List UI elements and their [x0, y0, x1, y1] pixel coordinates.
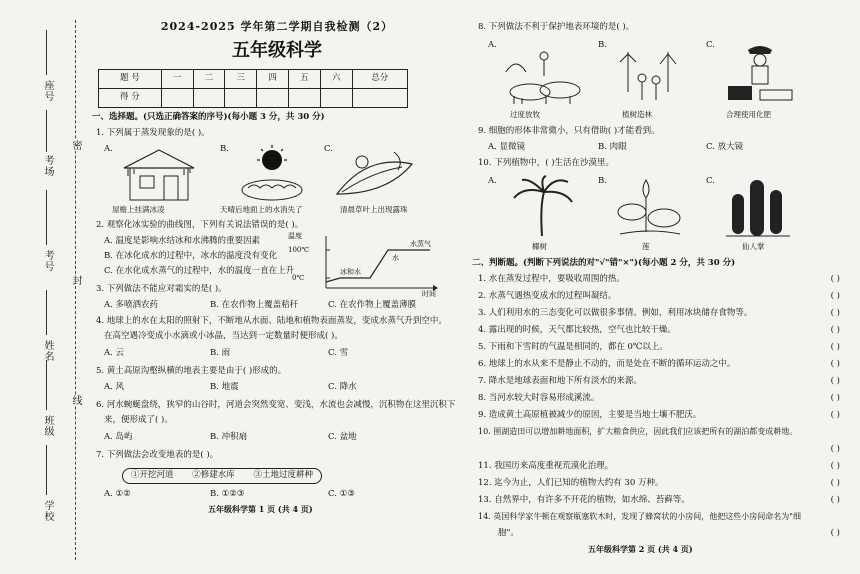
score-cell[interactable]: [193, 89, 225, 108]
q3-text: 3. 下列做法不能应对霜实的是( )。: [96, 284, 227, 295]
graph-y-tick-100: 100℃: [288, 246, 310, 255]
q8-option-c[interactable]: C.: [706, 40, 715, 50]
overgrazing-picture: [500, 42, 590, 108]
tf-item-14-cont: 胞"。: [498, 528, 519, 538]
exam-subtitle: 五年级科学: [232, 39, 322, 61]
q6-text-cont: 来，便形成了( )。: [104, 415, 173, 426]
q10-option-c[interactable]: C.: [706, 176, 715, 186]
score-header-cell: 二: [193, 70, 225, 89]
q2-option-b[interactable]: B. 在冰化成水的过程中，冰水的温度没有变化: [104, 251, 278, 262]
score-cell[interactable]: [161, 89, 193, 108]
name-blank[interactable]: [46, 290, 48, 335]
q7-option-c[interactable]: C. ①③: [328, 489, 355, 500]
tf-item-2: 2. 水蒸气遇热变成水的过程叫凝结。: [478, 291, 617, 301]
tf-item-1: 1. 水在蒸发过程中，要吸收周围的热。: [478, 274, 625, 284]
q5-option-c[interactable]: C. 降水: [328, 382, 357, 393]
name-label: 姓名: [42, 340, 53, 362]
tf-answer-2[interactable]: ( ): [830, 291, 840, 301]
q7-text: 7. 下列做法会改变地表的是( )。: [96, 450, 219, 461]
q1-caption-b: 天晴后地面上的水消失了: [220, 205, 303, 215]
tf-answer-10[interactable]: ( ): [830, 444, 840, 454]
tf-answer-6[interactable]: ( ): [830, 359, 840, 369]
score-row-label: 得 分: [99, 89, 162, 108]
score-header-cell: 六: [320, 70, 352, 89]
q3-option-c[interactable]: C. 在农作物上覆盖薄膜: [328, 300, 417, 311]
tf-answer-13[interactable]: ( ): [830, 495, 840, 505]
score-table: [98, 69, 408, 108]
tf-answer-7[interactable]: ( ): [830, 376, 840, 386]
tf-item-7: 7. 降水是地球表面和地下所有淡水的来源。: [478, 376, 642, 386]
score-cell[interactable]: [320, 89, 352, 108]
score-header-cell: 四: [257, 70, 289, 89]
q8-caption-b: 植树造林: [622, 110, 652, 119]
q10-option-a[interactable]: A.: [488, 176, 497, 186]
lotus-picture: [616, 172, 686, 240]
tf-item-13: 13. 自然界中，有许多不开花的植物，如水绵、苔藓等。: [478, 495, 690, 505]
q6-option-b[interactable]: B. 冲积扇: [210, 432, 248, 443]
tf-item-5: 5. 下雨和下雪时的气温是相同的，都在 0℃以上。: [478, 342, 668, 352]
q4-option-b[interactable]: B. 雨: [210, 348, 231, 359]
tf-answer-4[interactable]: ( ): [830, 325, 840, 335]
sun-puddle-picture: [232, 144, 312, 206]
tf-item-10: 10. 围湖造田可以增加耕地面积，扩大粮食供应，因此我们应该把所有的湖泊都变成耕地。: [478, 427, 798, 436]
section-2-heading: 二、判断题。(判断下列说法的对"√"错"×")(每小题 2 分，共 30 分): [472, 258, 736, 268]
q1-option-b[interactable]: B.: [220, 144, 229, 155]
exam-title: 2024-2025 学年第二学期自我检测（2）: [160, 20, 394, 33]
seal-mark-1: 密: [70, 140, 81, 151]
tf-answer-3[interactable]: ( ): [830, 308, 840, 318]
score-cell[interactable]: [288, 89, 320, 108]
score-cell[interactable]: [352, 89, 407, 108]
tree-planting-picture: [608, 42, 698, 108]
page-2: [470, 20, 850, 570]
q7-item-3: ③土地过度耕种: [253, 470, 313, 481]
section-1-heading: 一、选择题。(只选正确答案的序号)(每小题 3 分，共 30 分): [92, 112, 325, 123]
q7-item-1: ①开挖河道: [131, 470, 174, 481]
q1-caption-c: 清晨草叶上出现露珠: [340, 205, 408, 215]
tf-answer-11[interactable]: ( ): [830, 461, 840, 471]
q8-option-a[interactable]: A.: [488, 40, 497, 50]
q3-option-b[interactable]: B. 在农作物上覆盖秸秆: [210, 300, 299, 311]
tf-answer-8[interactable]: ( ): [830, 393, 840, 403]
q9-text: 9. 细胞的形体非常微小，只有借助( )才能看到。: [478, 126, 660, 136]
dew-leaf-picture: [332, 146, 422, 202]
q1-option-a[interactable]: A.: [104, 144, 113, 155]
graph-y-tick-0: 0℃: [292, 274, 305, 283]
exam-number-blank[interactable]: [46, 190, 48, 245]
exam-room-blank[interactable]: [46, 110, 48, 152]
graph-segment-water: 水: [392, 254, 399, 263]
q8-caption-c: 合理使用化肥: [726, 110, 771, 119]
q5-option-b[interactable]: B. 地震: [210, 382, 239, 393]
q1-option-c[interactable]: C.: [324, 144, 333, 155]
q8-text: 8. 下列做法不利于保护地表环境的是( )。: [478, 22, 635, 32]
q2-option-c[interactable]: C. 在水化成水蒸气的过程中，水的温度一直在上升: [104, 266, 295, 277]
seal-line: [75, 20, 76, 560]
q10-text: 10. 下列植物中，( )生活在沙漠里。: [478, 158, 615, 168]
tf-answer-5[interactable]: ( ): [830, 342, 840, 352]
score-cell[interactable]: [257, 89, 289, 108]
page-1: [92, 20, 462, 570]
q4-option-a[interactable]: A. 云: [104, 348, 125, 359]
page-1-footer: 五年级科学第 1 页 (共 4 页): [208, 504, 313, 515]
class-label: 班级: [42, 415, 53, 437]
tf-answer-9[interactable]: ( ): [830, 410, 840, 420]
page-2-body: [470, 20, 850, 570]
tf-answer-12[interactable]: ( ): [830, 478, 840, 488]
binding-margin: [0, 0, 88, 574]
tf-answer-14[interactable]: ( ): [830, 528, 840, 538]
fertilizer-picture: [720, 42, 800, 108]
tf-item-9: 9. 造成黄土高原植被减少的原因，主要是当地土壤不肥沃。: [478, 410, 702, 420]
graph-x-label: 时间: [422, 290, 436, 299]
score-header-cell: 三: [225, 70, 257, 89]
q6-text: 6. 河水蜿蜒盘绕，狭窄的山谷时，河道会突然变宽、变浅，水流也会减慢，沉积物在这里沉积下: [96, 400, 456, 411]
q2-text: 2. 观察化冰实验的曲线图，下列有关说法错误的是( )。: [96, 220, 304, 231]
graph-segment-ice-water: 冰和水: [340, 268, 361, 277]
q7-item-2: ②修建水库: [192, 470, 235, 481]
graph-segment-steam: 水蒸气: [410, 240, 431, 249]
exam-room-label: 考场: [42, 155, 53, 177]
q5-option-a[interactable]: A. 风: [104, 382, 125, 393]
q7-option-a[interactable]: A. ①②: [104, 489, 131, 500]
score-cell[interactable]: [225, 89, 257, 108]
cactus-picture: [722, 174, 794, 240]
q10-caption-b: 莲: [642, 242, 650, 251]
page-2-footer: 五年级科学第 2 页 (共 4 页): [588, 544, 693, 554]
q7-items-box: [122, 468, 322, 483]
q1-caption-a: 屋檐上挂满冰凌: [112, 205, 165, 215]
seal-mark-2: 封: [70, 275, 81, 286]
score-header-cell: 五: [288, 70, 320, 89]
q9-option-a[interactable]: A. 显微镜: [488, 142, 526, 152]
tf-item-8: 8. 当河水较大时容易形成溪流。: [478, 393, 600, 403]
tf-answer-1[interactable]: ( ): [830, 274, 840, 284]
tf-item-3: 3. 人们利用水的三态变化可以做很多事情。例如，利用冰块储存食物等。: [478, 308, 753, 318]
q4-option-c[interactable]: C. 雪: [328, 348, 349, 359]
house-icicles-picture: [114, 146, 204, 204]
q4-text: 4. 地球上的水在太阳的照射下，不断地从水面、陆地和植物表面蒸发，变成水蒸气升到空中。: [96, 316, 447, 327]
tf-item-14: 14. 英国科学家牛顿在观察瓶塞软木时，发现了蜂窝状的小房间，他把这些小房间命名为"细: [478, 512, 801, 521]
school-label: 学校: [42, 500, 53, 522]
q10-caption-c: 仙人掌: [742, 242, 765, 251]
q3-option-a[interactable]: A. 多喷洒农药: [104, 300, 159, 311]
q6-option-c[interactable]: C. 盆地: [328, 432, 357, 443]
tf-item-11: 11. 我国历来高度重视荒漠化治理。: [478, 461, 614, 471]
exam-number-label: 考号: [42, 250, 53, 272]
q10-option-b[interactable]: B.: [598, 176, 607, 186]
school-blank[interactable]: [46, 445, 48, 495]
q2-option-a[interactable]: A. 温度是影响水结冰和水沸腾的重要因素: [104, 236, 261, 247]
score-header-cell: 题 号: [99, 70, 162, 89]
q7-option-b[interactable]: B. ①②③: [210, 489, 245, 500]
score-header-cell: 一: [161, 70, 193, 89]
coconut-palm-picture: [508, 174, 578, 240]
graph-y-label: 温度: [288, 232, 302, 241]
tf-item-6: 6. 地球上的水从来不是静止不动的，而是处在不断的循环运动之中。: [478, 359, 736, 369]
tf-item-12: 12. 迄今为止，人们已知的植物大约有 30 万种。: [478, 478, 664, 488]
q6-option-a[interactable]: A. 岛屿: [104, 432, 133, 443]
q9-option-c[interactable]: C. 放大镜: [706, 142, 744, 152]
section-1: [92, 108, 462, 574]
q4-text-cont: 在高空遇冷变成小水滴或小冰晶，当达到一定数量时便形成( )。: [104, 331, 343, 342]
score-header-cell: 总分: [352, 70, 407, 89]
q8-option-b[interactable]: B.: [598, 40, 607, 50]
q9-option-b[interactable]: B. 肉眼: [598, 142, 627, 152]
seat-number-blank[interactable]: [46, 30, 48, 75]
seal-mark-3: 线: [70, 395, 81, 406]
q8-caption-a: 过度放牧: [510, 110, 540, 119]
q10-caption-a: 椰树: [532, 242, 547, 251]
q5-text: 5. 黄土高原沟壑纵横的地表主要是由于( )形成的。: [96, 366, 287, 377]
class-blank[interactable]: [46, 360, 48, 410]
seat-number-label: 座号: [42, 80, 53, 102]
tf-item-4: 4. 露出现的时候，天气都比较热，空气也比较干燥。: [478, 325, 676, 335]
q1-text: 1. 下列属于蒸发现象的是( )。: [96, 128, 210, 139]
